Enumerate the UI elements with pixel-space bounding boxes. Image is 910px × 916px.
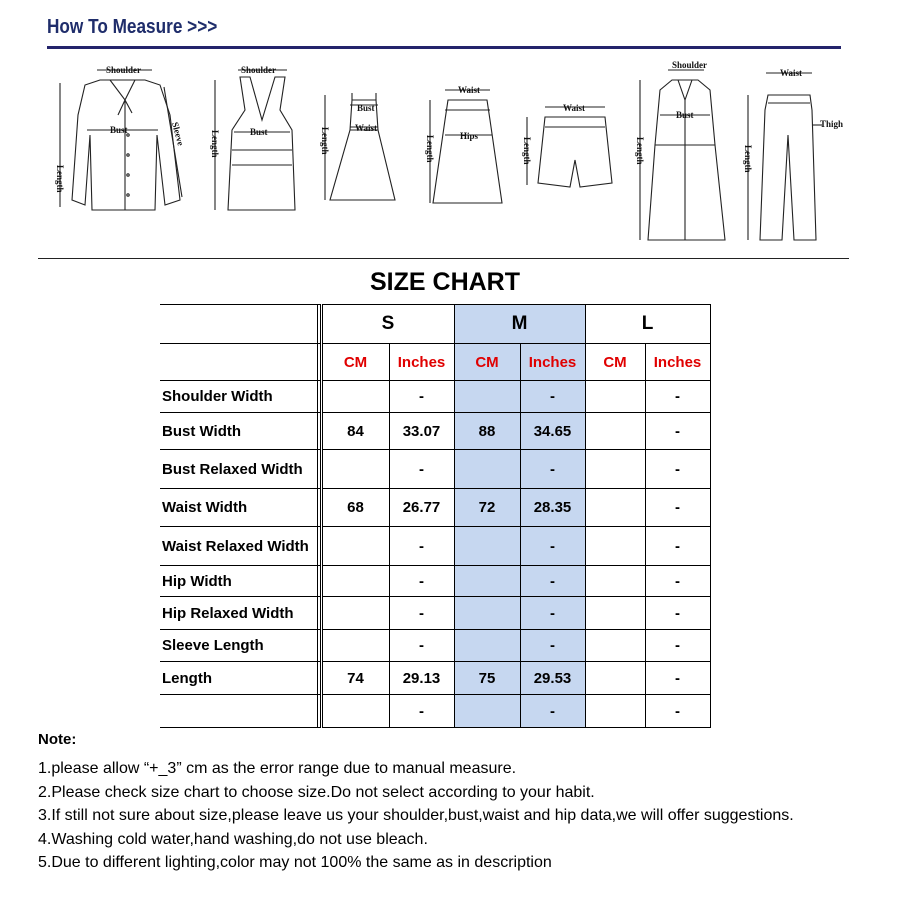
table-cell: - — [645, 662, 710, 695]
table-cell — [454, 527, 520, 566]
table-cell: - — [389, 630, 454, 662]
unit-header: CM — [585, 344, 645, 381]
table-cell: - — [520, 597, 585, 630]
unit-header: CM — [454, 344, 520, 381]
table-cell: - — [645, 489, 710, 527]
table-cell: - — [645, 566, 710, 597]
size-header-l: L — [585, 305, 710, 344]
table-cell — [454, 597, 520, 630]
label-sleeve-1: Sleeve — [170, 120, 186, 147]
table-cell: - — [645, 450, 710, 489]
unit-header: Inches — [645, 344, 710, 381]
row-label: Waist Relaxed Width — [160, 527, 317, 566]
label-waist-5: Waist — [563, 103, 586, 113]
label-length-3: Length — [320, 127, 330, 155]
table-row — [160, 630, 710, 662]
label-length-6: Length — [635, 137, 645, 165]
table-row — [160, 695, 710, 728]
table-cell: 84 — [321, 413, 389, 450]
table-cell — [454, 450, 520, 489]
skirt-diagram-icon — [425, 85, 502, 203]
table-cell: 26.77 — [389, 489, 454, 527]
table-cell — [585, 413, 645, 450]
label-length-4: Length — [425, 135, 435, 163]
table-cell — [585, 566, 645, 597]
table-cell: 33.07 — [389, 413, 454, 450]
table-cell: 34.65 — [520, 413, 585, 450]
size-chart-table — [160, 304, 711, 728]
table-row — [160, 489, 710, 527]
table-cell: 28.35 — [520, 489, 585, 527]
table-cell: - — [645, 527, 710, 566]
label-length-7: Length — [743, 145, 753, 173]
row-label: Bust Relaxed Width — [160, 450, 317, 489]
note-item: 1.please allow “+_3” cm as the error range due to manual measure. — [38, 760, 517, 777]
table-cell: - — [520, 695, 585, 728]
table-cell: - — [645, 630, 710, 662]
table-cell: 72 — [454, 489, 520, 527]
table-cell: - — [520, 381, 585, 413]
label-bust-3: Bust — [357, 103, 375, 113]
table-cell: - — [389, 566, 454, 597]
label-shoulder-1: Shoulder — [106, 65, 142, 75]
table-cell: - — [520, 450, 585, 489]
table-cell — [585, 630, 645, 662]
table-row — [160, 566, 710, 597]
table-cell: - — [389, 381, 454, 413]
section-divider — [38, 258, 849, 259]
table-cell: 74 — [321, 662, 389, 695]
table-cell — [454, 566, 520, 597]
table-cell: - — [645, 413, 710, 450]
row-label: Shoulder Width — [160, 381, 317, 413]
table-cell — [585, 450, 645, 489]
label-thigh-7: Thigh — [820, 119, 844, 129]
table-cell — [321, 566, 389, 597]
note-title: Note: — [38, 731, 77, 748]
table-cell: - — [389, 695, 454, 728]
table-cell — [585, 381, 645, 413]
label-bust-2: Bust — [250, 127, 268, 137]
note-item: 2.Please check size chart to choose size.Do not select according to your habit. — [38, 783, 595, 801]
table-cell: 29.13 — [389, 662, 454, 695]
label-hips-4: Hips — [460, 131, 479, 141]
table-row — [160, 450, 710, 489]
table-cell: - — [645, 597, 710, 630]
table-cell — [585, 527, 645, 566]
size-header-s: S — [321, 305, 454, 344]
measurement-diagrams — [0, 55, 910, 255]
size-header-m: M — [454, 305, 585, 344]
header-rule — [47, 46, 841, 49]
table-cell: 88 — [454, 413, 520, 450]
how-to-measure-title: How To Measure >>> — [47, 16, 218, 38]
table-row — [160, 527, 710, 566]
dress-diagram-icon — [320, 93, 395, 200]
label-shoulder-6: Shoulder — [672, 60, 708, 70]
label-length-2: Length — [210, 130, 220, 158]
table-cell: - — [389, 450, 454, 489]
row-label: Waist Width — [160, 489, 317, 527]
table-row — [160, 597, 710, 630]
label-bust-1: Bust — [110, 125, 128, 135]
label-waist-4: Waist — [458, 85, 481, 95]
note-item: 4.Washing cold water,hand washing,do not use bleach. — [38, 830, 428, 848]
notes-list — [38, 757, 794, 875]
label-length-1: Length — [55, 165, 65, 193]
table-cell — [321, 527, 389, 566]
size-chart-title: SIZE CHART — [370, 268, 520, 296]
row-label: Hip Width — [160, 566, 317, 597]
table-cell — [321, 450, 389, 489]
table-cell — [585, 597, 645, 630]
table-cell: - — [520, 527, 585, 566]
tank-top-diagram-icon — [210, 65, 295, 210]
table-cell — [454, 381, 520, 413]
table-cell — [321, 695, 389, 728]
unit-header: Inches — [520, 344, 585, 381]
table-cell — [585, 489, 645, 527]
pants-diagram-icon — [743, 68, 843, 240]
table-cell — [321, 630, 389, 662]
note-item: 5.Due to different lighting,color may not 100% the same as in description — [38, 854, 552, 871]
table-cell — [585, 662, 645, 695]
row-label: Hip Relaxed Width — [160, 597, 317, 630]
table-row — [160, 662, 710, 695]
table-cell: - — [389, 597, 454, 630]
table-row — [160, 381, 710, 413]
label-waist-3: Waist — [355, 123, 378, 133]
blouse-diagram-icon — [55, 65, 186, 210]
label-length-5: Length — [522, 137, 532, 165]
table-cell — [321, 381, 389, 413]
table-cell: 75 — [454, 662, 520, 695]
note-item: 3.If still not sure about size,please leave us your shoulder,bust,waist and hip data,we will offer suggestions. — [38, 807, 794, 824]
table-cell — [585, 695, 645, 728]
table-cell — [321, 597, 389, 630]
table-cell: - — [389, 527, 454, 566]
coat-diagram-icon — [635, 60, 725, 240]
header-blank — [160, 305, 317, 344]
shorts-diagram-icon — [522, 103, 612, 187]
table-cell: 29.53 — [520, 662, 585, 695]
table-cell: - — [645, 381, 710, 413]
table-cell: - — [520, 566, 585, 597]
table-cell: - — [520, 630, 585, 662]
row-label: Bust Width — [160, 413, 317, 450]
row-label — [160, 695, 317, 728]
table-cell: - — [645, 695, 710, 728]
unit-header: Inches — [389, 344, 454, 381]
row-label: Length — [160, 662, 317, 695]
label-bust-6: Bust — [676, 110, 694, 120]
unit-header: CM — [321, 344, 389, 381]
table-row — [160, 413, 710, 450]
table-cell — [454, 630, 520, 662]
table-cell: 68 — [321, 489, 389, 527]
table-cell — [454, 695, 520, 728]
label-waist-7: Waist — [780, 68, 803, 78]
label-shoulder-2: Shoulder — [241, 65, 277, 75]
row-label: Sleeve Length — [160, 630, 317, 662]
